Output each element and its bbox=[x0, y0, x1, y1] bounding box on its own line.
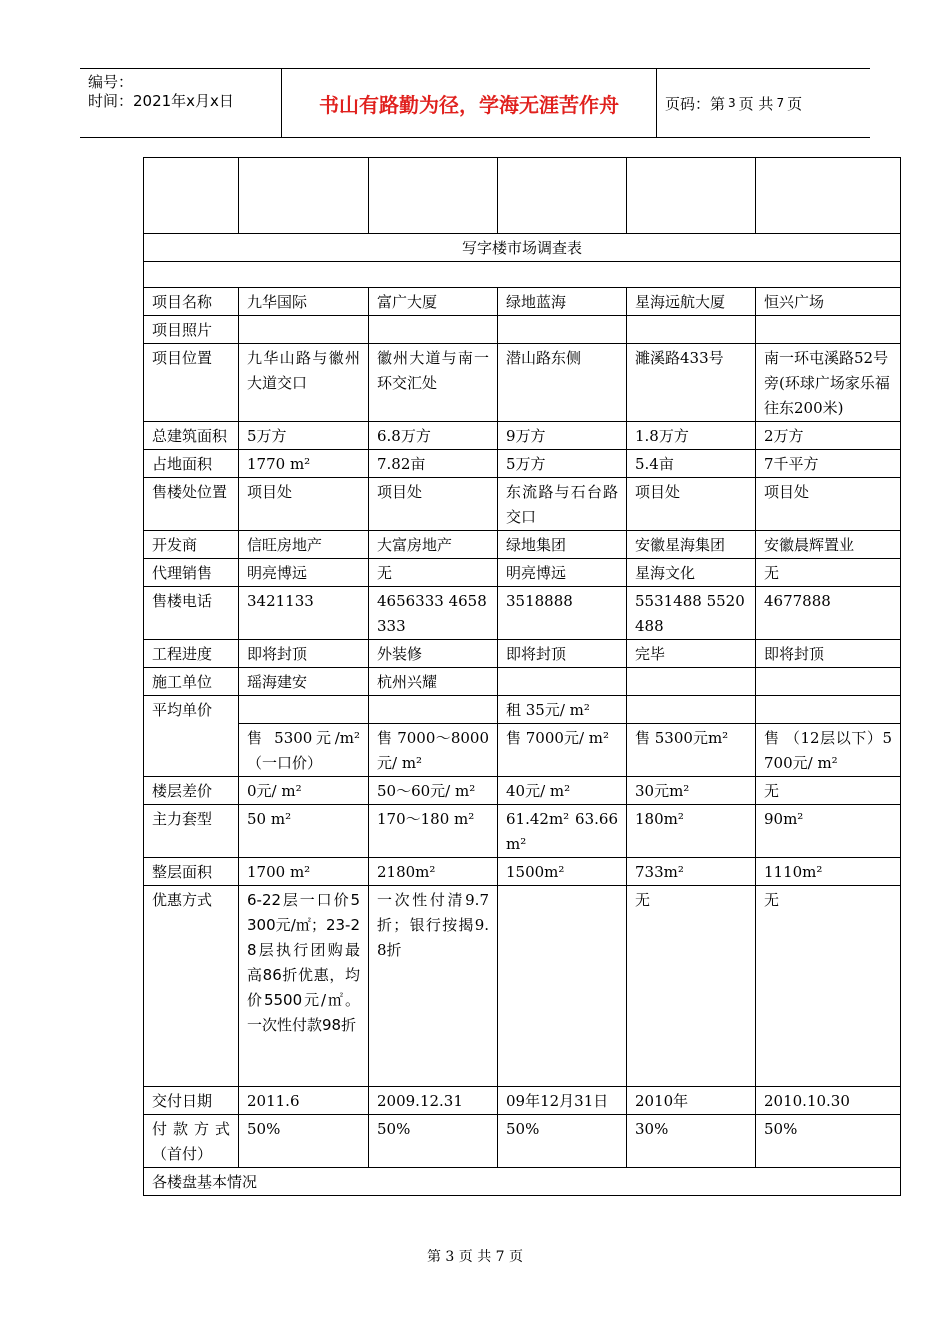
sales-office-cell: 项目处 bbox=[627, 478, 756, 531]
page-middle: 页 共 bbox=[738, 94, 774, 113]
phone-cell: 4677888 bbox=[756, 587, 901, 640]
rent-price-cell bbox=[239, 696, 369, 724]
blank-row bbox=[144, 262, 901, 288]
page-suffix: 页 bbox=[787, 94, 803, 113]
label-main-unit: 主力套型 bbox=[144, 805, 239, 858]
page-current: 3 bbox=[728, 96, 736, 110]
row-builder bbox=[144, 668, 901, 696]
photo-cell bbox=[756, 316, 901, 344]
delivery-cell: 09年12月31日 bbox=[498, 1087, 627, 1115]
project-name: 恒兴广场 bbox=[756, 288, 901, 316]
total-area-cell: 1.8万方 bbox=[627, 422, 756, 450]
land-area-cell: 7千平方 bbox=[756, 450, 901, 478]
sale-price-cell: 售 7000～8000元/ m² bbox=[369, 724, 498, 777]
progress-cell: 完毕 bbox=[627, 640, 756, 668]
table-title: 写字楼市场调查表 bbox=[144, 234, 901, 262]
label-location: 项目位置 bbox=[144, 344, 239, 422]
phone-cell: 4656333 4658333 bbox=[369, 587, 498, 640]
discount-cell: 6-22层一口价5300元/㎡；23-28层执行团购最高86折优惠，均价5500元/㎡。一次性付款98折 bbox=[239, 886, 369, 1087]
floor-area-cell: 1500m² bbox=[498, 858, 627, 886]
sales-office-cell: 项目处 bbox=[369, 478, 498, 531]
row-floor-diff bbox=[144, 777, 901, 805]
agent-cell: 无 bbox=[756, 559, 901, 587]
photo-cell bbox=[369, 316, 498, 344]
table-cell bbox=[498, 158, 627, 234]
location-cell: 濉溪路433号 bbox=[627, 344, 756, 422]
total-area-cell: 9万方 bbox=[498, 422, 627, 450]
table-cell bbox=[756, 158, 901, 234]
builder-cell bbox=[627, 668, 756, 696]
main-unit-cell: 180m² bbox=[627, 805, 756, 858]
sales-office-cell: 东流路与石台路交口 bbox=[498, 478, 627, 531]
land-area-cell: 1770 m² bbox=[239, 450, 369, 478]
label-avg-price: 平均单价 bbox=[144, 696, 239, 777]
label-photo: 项目照片 bbox=[144, 316, 239, 344]
total-area-cell: 6.8万方 bbox=[369, 422, 498, 450]
number-label: 编号： bbox=[88, 73, 134, 91]
photo-cell bbox=[498, 316, 627, 344]
floor-area-cell: 1110m² bbox=[756, 858, 901, 886]
phone-cell: 3421133 bbox=[239, 587, 369, 640]
row-total-area bbox=[144, 422, 901, 450]
payment-cell: 30% bbox=[627, 1115, 756, 1168]
row-floor-area bbox=[144, 858, 901, 886]
sales-office-cell: 项目处 bbox=[756, 478, 901, 531]
project-name: 星海远航大厦 bbox=[627, 288, 756, 316]
row-delivery bbox=[144, 1087, 901, 1115]
sale-price-cell: 售 5300元/m²（一口价） bbox=[239, 724, 369, 777]
label-delivery: 交付日期 bbox=[144, 1087, 239, 1115]
builder-cell bbox=[756, 668, 901, 696]
label-developer: 开发商 bbox=[144, 531, 239, 559]
project-name: 九华国际 bbox=[239, 288, 369, 316]
delivery-cell: 2010.10.30 bbox=[756, 1087, 901, 1115]
row-location bbox=[144, 344, 901, 422]
row-rent-price bbox=[144, 696, 901, 724]
phone-cell: 3518888 bbox=[498, 587, 627, 640]
land-area-cell: 5.4亩 bbox=[627, 450, 756, 478]
row-footer-note bbox=[144, 1168, 901, 1196]
location-cell: 徽州大道与南一环交汇处 bbox=[369, 344, 498, 422]
row-developer bbox=[144, 531, 901, 559]
label-total-area: 总建筑面积 bbox=[144, 422, 239, 450]
row-phone bbox=[144, 587, 901, 640]
table-cell bbox=[369, 158, 498, 234]
floor-area-cell: 733m² bbox=[627, 858, 756, 886]
sales-office-cell: 项目处 bbox=[239, 478, 369, 531]
progress-cell: 外装修 bbox=[369, 640, 498, 668]
row-name bbox=[144, 288, 901, 316]
row-photo bbox=[144, 316, 901, 344]
payment-cell: 50% bbox=[369, 1115, 498, 1168]
progress-cell: 即将封顶 bbox=[239, 640, 369, 668]
rent-price-cell: 租 35元/ m² bbox=[498, 696, 627, 724]
photo-cell bbox=[627, 316, 756, 344]
page-footer: 第 3 页 共 7 页 bbox=[426, 1249, 524, 1265]
row-main-unit bbox=[144, 805, 901, 858]
row-payment bbox=[144, 1115, 901, 1168]
label-sales-office: 售楼处位置 bbox=[144, 478, 239, 531]
title-row bbox=[144, 234, 901, 262]
floor-diff-cell: 0元/ m² bbox=[239, 777, 369, 805]
table-cell bbox=[144, 262, 901, 288]
agent-cell: 明亮博远 bbox=[498, 559, 627, 587]
location-cell: 潜山路东侧 bbox=[498, 344, 627, 422]
row-progress bbox=[144, 640, 901, 668]
label-agent: 代理销售 bbox=[144, 559, 239, 587]
sale-price-cell: 售 7000元/ m² bbox=[498, 724, 627, 777]
row-sales-office bbox=[144, 478, 901, 531]
builder-cell bbox=[498, 668, 627, 696]
developer-cell: 大富房地产 bbox=[369, 531, 498, 559]
floor-diff-cell: 40元/ m² bbox=[498, 777, 627, 805]
sale-price-cell: 售 5300元m² bbox=[627, 724, 756, 777]
developer-cell: 安徽星海集团 bbox=[627, 531, 756, 559]
delivery-cell: 2010年 bbox=[627, 1087, 756, 1115]
developer-cell: 安徽晨辉置业 bbox=[756, 531, 901, 559]
delivery-cell: 2009.12.31 bbox=[369, 1087, 498, 1115]
survey-table bbox=[143, 157, 901, 1196]
agent-cell: 无 bbox=[369, 559, 498, 587]
payment-cell: 50% bbox=[239, 1115, 369, 1168]
agent-cell: 星海文化 bbox=[627, 559, 756, 587]
payment-cell: 50% bbox=[498, 1115, 627, 1168]
builder-cell: 瑶海建安 bbox=[239, 668, 369, 696]
label-floor-area: 整层面积 bbox=[144, 858, 239, 886]
label-name: 项目名称 bbox=[144, 288, 239, 316]
total-area-cell: 5万方 bbox=[239, 422, 369, 450]
developer-cell: 信旺房地产 bbox=[239, 531, 369, 559]
floor-diff-cell: 50～60元/ m² bbox=[369, 777, 498, 805]
label-payment: 付款方式（首付） bbox=[144, 1115, 239, 1168]
land-area-cell: 7.82亩 bbox=[369, 450, 498, 478]
main-unit-cell: 170～180 m² bbox=[369, 805, 498, 858]
builder-cell: 杭州兴耀 bbox=[369, 668, 498, 696]
table-cell bbox=[239, 158, 369, 234]
label-floor-diff: 楼层差价 bbox=[144, 777, 239, 805]
row-sale-price bbox=[144, 724, 901, 777]
floor-diff-cell: 30元m² bbox=[627, 777, 756, 805]
progress-cell: 即将封顶 bbox=[756, 640, 901, 668]
discount-cell: 无 bbox=[756, 886, 901, 1087]
table-footer-note: 各楼盘基本情况 bbox=[144, 1168, 901, 1196]
time-label: 时间：2021年x月x日 bbox=[88, 92, 234, 110]
row-agent bbox=[144, 559, 901, 587]
floor-area-cell: 1700 m² bbox=[239, 858, 369, 886]
discount-cell bbox=[498, 886, 627, 1087]
agent-cell: 明亮博远 bbox=[239, 559, 369, 587]
developer-cell: 绿地集团 bbox=[498, 531, 627, 559]
page-total: 7 bbox=[776, 96, 785, 110]
rent-price-cell bbox=[369, 696, 498, 724]
project-name: 富广大厦 bbox=[369, 288, 498, 316]
floor-diff-cell: 无 bbox=[756, 777, 901, 805]
land-area-cell: 5万方 bbox=[498, 450, 627, 478]
location-cell: 九华山路与徽州大道交口 bbox=[239, 344, 369, 422]
main-unit-cell: 50 m² bbox=[239, 805, 369, 858]
row-discount bbox=[144, 886, 901, 1087]
delivery-cell: 2011.6 bbox=[239, 1087, 369, 1115]
rent-price-cell bbox=[756, 696, 901, 724]
label-builder: 施工单位 bbox=[144, 668, 239, 696]
label-progress: 工程进度 bbox=[144, 640, 239, 668]
header-meta bbox=[80, 69, 282, 137]
table-cell bbox=[144, 158, 239, 234]
discount-cell: 无 bbox=[627, 886, 756, 1087]
page-header bbox=[80, 68, 870, 138]
header-page-number bbox=[657, 69, 870, 137]
photo-cell bbox=[239, 316, 369, 344]
project-name: 绿地蓝海 bbox=[498, 288, 627, 316]
main-unit-cell: 90m² bbox=[756, 805, 901, 858]
phone-cell: 5531488 5520488 bbox=[627, 587, 756, 640]
sale-price-cell: 售 （12层以下）5700元/ m² bbox=[756, 724, 901, 777]
payment-cell: 50% bbox=[756, 1115, 901, 1168]
total-area-cell: 2万方 bbox=[756, 422, 901, 450]
location-cell: 南一环屯溪路52号旁(环球广场家乐福往东200米) bbox=[756, 344, 901, 422]
discount-cell: 一次性付清9.7折；银行按揭9.8折 bbox=[369, 886, 498, 1087]
table-cell bbox=[627, 158, 756, 234]
floor-area-cell: 2180m² bbox=[369, 858, 498, 886]
label-land-area: 占地面积 bbox=[144, 450, 239, 478]
blank-row-top bbox=[144, 158, 901, 234]
page-prefix: 页码：第 bbox=[665, 94, 726, 113]
rent-price-cell bbox=[627, 696, 756, 724]
main-unit-cell: 61.42m² 63.66 m² bbox=[498, 805, 627, 858]
label-phone: 售楼电话 bbox=[144, 587, 239, 640]
label-discount: 优惠方式 bbox=[144, 886, 239, 1087]
progress-cell: 即将封顶 bbox=[498, 640, 627, 668]
header-motto: 书山有路勤为径，学海无涯苦作舟 bbox=[282, 69, 657, 137]
row-land-area bbox=[144, 450, 901, 478]
